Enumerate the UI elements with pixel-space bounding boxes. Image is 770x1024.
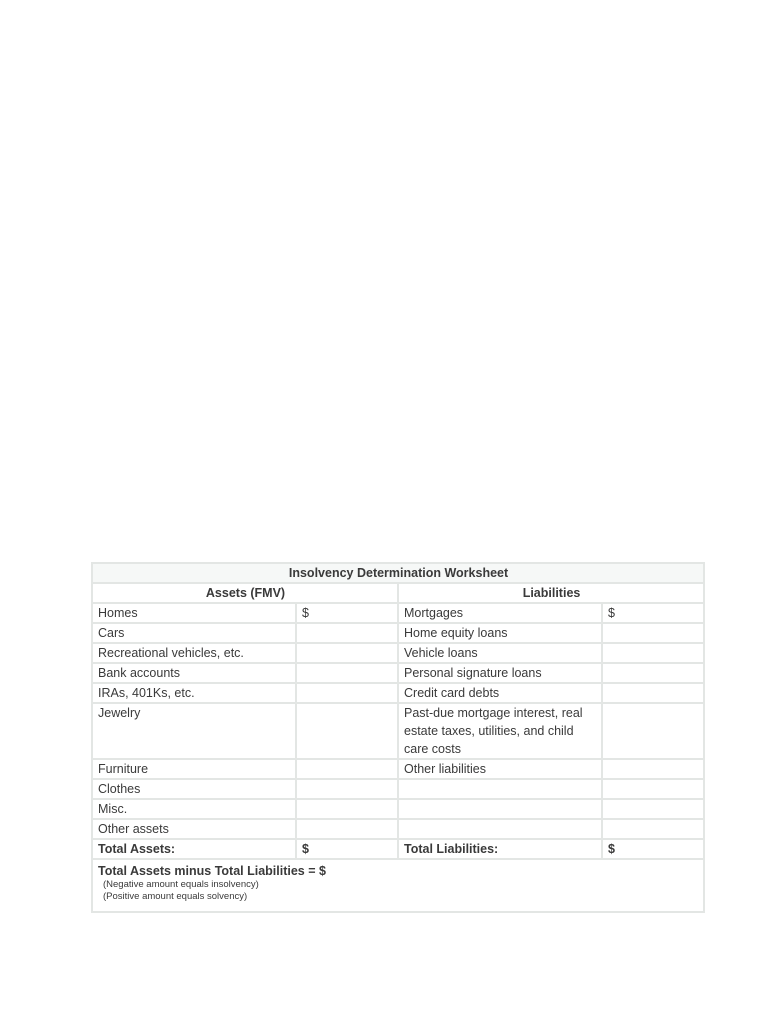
liability-value-cell <box>602 663 704 683</box>
table-row <box>92 603 704 623</box>
asset-value-cell <box>296 703 398 759</box>
assets-header: Assets (FMV) <box>92 583 398 603</box>
table-row <box>92 683 704 703</box>
asset-label: Furniture <box>92 759 296 779</box>
table-row <box>92 819 704 839</box>
liability-label: Home equity loans <box>398 623 602 643</box>
liability-value-cell <box>602 643 704 663</box>
worksheet-title: Insolvency Determination Worksheet <box>92 563 704 583</box>
liability-value-cell <box>602 819 704 839</box>
column-header-row <box>92 583 704 603</box>
liability-value-cell <box>602 623 704 643</box>
liability-label <box>398 779 602 799</box>
asset-value-cell <box>296 799 398 819</box>
asset-value-cell: $ <box>296 603 398 623</box>
total-assets-label: Total Assets: <box>92 839 296 859</box>
liability-value-cell: $ <box>602 603 704 623</box>
asset-label: Recreational vehicles, etc. <box>92 643 296 663</box>
asset-label: Bank accounts <box>92 663 296 683</box>
asset-value-cell <box>296 643 398 663</box>
summary-label: Total Assets minus Total Liabilities = $ <box>98 864 326 878</box>
asset-label: Jewelry <box>92 703 296 759</box>
liability-value-cell <box>602 759 704 779</box>
table-row <box>92 799 704 819</box>
table-row <box>92 643 704 663</box>
asset-value-cell <box>296 759 398 779</box>
liabilities-header: Liabilities <box>398 583 704 603</box>
asset-value-cell <box>296 623 398 643</box>
asset-value-cell <box>296 683 398 703</box>
liability-label: Mortgages <box>398 603 602 623</box>
worksheet-title-row <box>92 563 704 583</box>
table-row <box>92 623 704 643</box>
insolvency-worksheet-table <box>91 562 705 913</box>
liability-label: Personal signature loans <box>398 663 602 683</box>
table-row <box>92 779 704 799</box>
table-row <box>92 759 704 779</box>
asset-label: Clothes <box>92 779 296 799</box>
liability-label: Credit card debts <box>398 683 602 703</box>
total-liabilities-value: $ <box>602 839 704 859</box>
liability-label: Other liabilities <box>398 759 602 779</box>
liability-label <box>398 819 602 839</box>
summary-row <box>92 859 704 912</box>
liability-value-cell <box>602 799 704 819</box>
asset-value-cell <box>296 819 398 839</box>
liability-value-cell <box>602 779 704 799</box>
asset-label: Cars <box>92 623 296 643</box>
summary-cell <box>92 859 704 912</box>
liability-label <box>398 799 602 819</box>
asset-value-cell <box>296 663 398 683</box>
liability-label: Vehicle loans <box>398 643 602 663</box>
liability-value-cell <box>602 703 704 759</box>
asset-label: Other assets <box>92 819 296 839</box>
asset-label: Misc. <box>92 799 296 819</box>
liability-label: Past-due mortgage interest, real estate taxes, utilities, and child care costs <box>398 703 602 759</box>
total-liabilities-label: Total Liabilities: <box>398 839 602 859</box>
note-positive: (Positive amount equals solvency) <box>103 891 248 902</box>
liability-value-cell <box>602 683 704 703</box>
asset-label: IRAs, 401Ks, etc. <box>92 683 296 703</box>
asset-value-cell <box>296 779 398 799</box>
table-row <box>92 703 704 759</box>
asset-label: Homes <box>92 603 296 623</box>
total-assets-value: $ <box>296 839 398 859</box>
totals-row <box>92 839 704 859</box>
table-row <box>92 663 704 683</box>
note-negative: (Negative amount equals insolvency) <box>103 879 259 890</box>
